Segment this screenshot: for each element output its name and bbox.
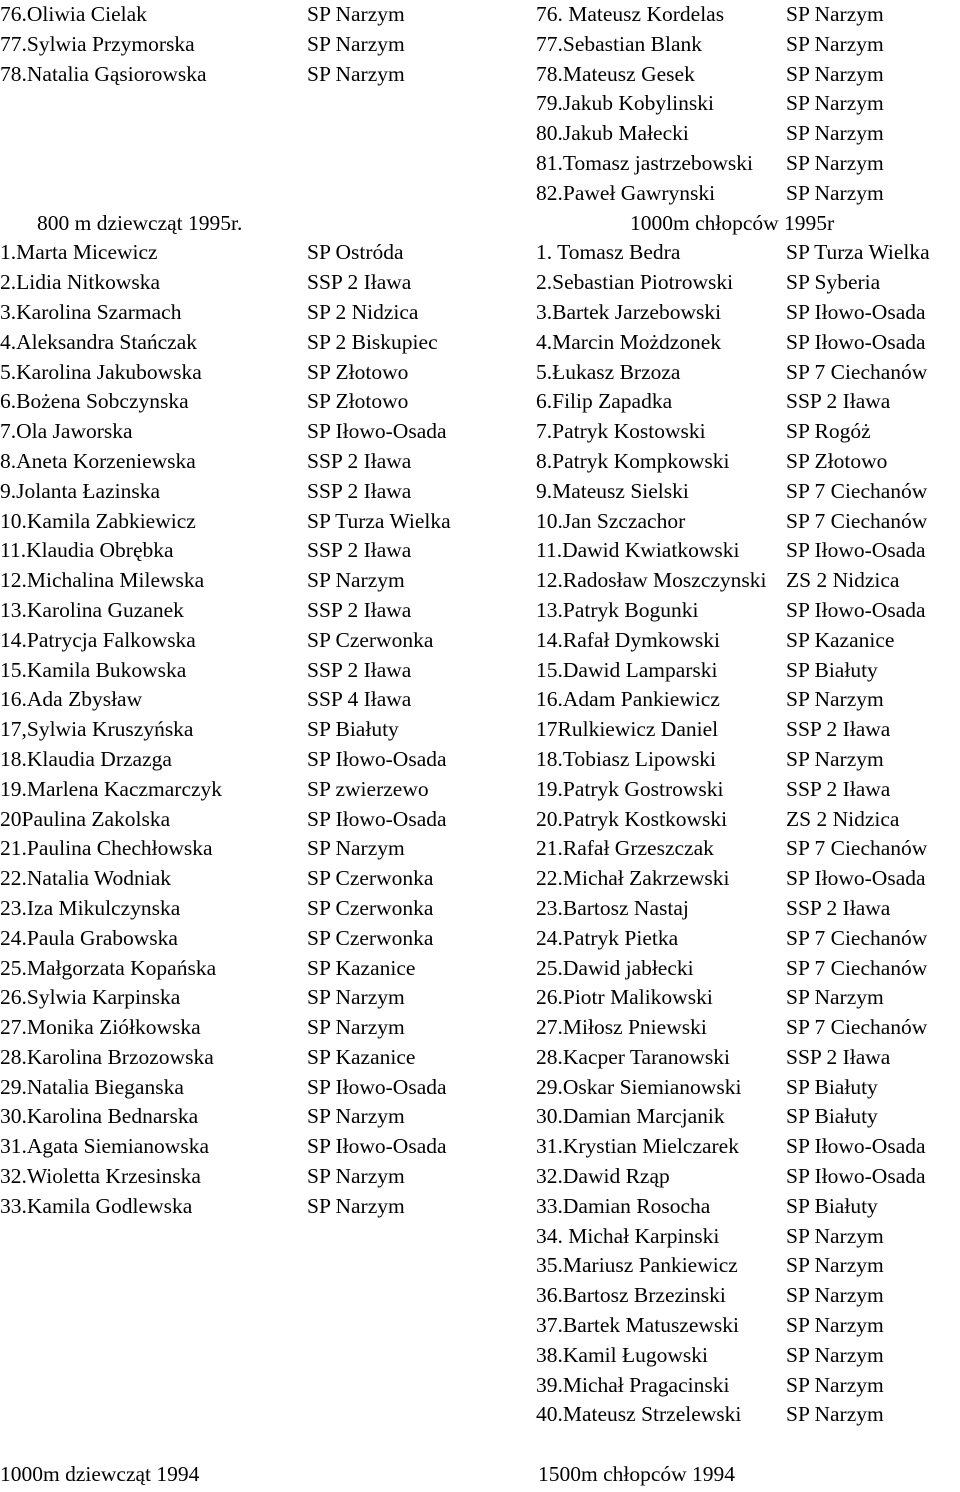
list-item [0, 596, 490, 626]
athlete-club: SP Iłowo-Osada [307, 419, 447, 444]
list-item [536, 119, 960, 149]
section-heading-800m-girls-1995: 800 m dziewcząt 1995r. [37, 210, 243, 235]
athlete-name: 77.Sylwia Przymorska [0, 31, 195, 56]
athlete-club: SP Narzym [786, 1342, 884, 1367]
athlete-club: SP Narzym [786, 1372, 884, 1397]
athlete-club: SSP 2 Iława [307, 538, 412, 563]
athlete-name: 1.Marta Micewicz [0, 240, 158, 265]
list-item [536, 328, 960, 358]
athlete-name: 82.Paweł Gawrynski [536, 180, 716, 205]
list-item [536, 417, 960, 447]
athlete-name: 36.Bartosz Brzezinski [536, 1283, 726, 1308]
spacer [0, 149, 490, 179]
athlete-club: SP Iłowo-Osada [786, 1134, 926, 1159]
athlete-club: SSP 2 Iława [786, 895, 891, 920]
athlete-club: SP Rogóż [786, 419, 871, 444]
athlete-club: SSP 2 Iława [786, 1044, 891, 1069]
list-item [536, 1043, 960, 1073]
list-item [536, 596, 960, 626]
athlete-name: 39.Michał Pragacinski [536, 1372, 730, 1397]
athlete-club: SP Złotowo [307, 359, 409, 384]
athlete-name: 40.Mateusz Strzelewski [536, 1402, 742, 1427]
athlete-name: 80.Jakub Małecki [536, 121, 689, 146]
athlete-name: 1. Tomasz Bedra [536, 240, 681, 265]
list-item [0, 715, 490, 745]
athlete-name: 19.Marlena Kaczmarczyk [0, 776, 223, 801]
list-item [536, 30, 960, 60]
list-item [536, 1192, 960, 1222]
list-item [0, 745, 490, 775]
athlete-name: 29.Natalia Bieganska [0, 1074, 184, 1099]
athlete-name: 24.Patryk Pietka [536, 925, 679, 950]
list-item [536, 685, 960, 715]
right-top-list [536, 0, 960, 209]
list-item [0, 1043, 490, 1073]
athlete-club: SP Czerwonka [307, 866, 434, 891]
list-item [536, 1222, 960, 1252]
athlete-name: 3.Karolina Szarmach [0, 299, 182, 324]
athlete-name: 33.Damian Rosocha [536, 1193, 711, 1218]
athlete-name: 6.Filip Zapadka [536, 389, 673, 414]
athlete-name: 4.Aleksandra Stańczak [0, 329, 198, 354]
athlete-name: 77.Sebastian Blank [536, 31, 703, 56]
athlete-club: SP Narzym [786, 687, 884, 712]
athlete-club: SP Czerwonka [307, 627, 434, 652]
athlete-club: SP Narzym [307, 836, 405, 861]
list-item [0, 30, 490, 60]
list-item [536, 179, 960, 209]
list-item [536, 894, 960, 924]
athlete-name: 25.Małgorzata Kopańska [0, 955, 217, 980]
athlete-club: SP Czerwonka [307, 925, 434, 950]
athlete-club: SSP 2 Iława [307, 270, 412, 295]
athlete-club: SP Narzym [307, 1193, 405, 1218]
athlete-name: 16.Adam Pankiewicz [536, 687, 720, 712]
athlete-club: SP Narzym [786, 1283, 884, 1308]
athlete-club: SP Białuty [786, 1193, 878, 1218]
list-item [536, 536, 960, 566]
athlete-name: 26.Piotr Malikowski [536, 985, 713, 1010]
list-item [0, 268, 490, 298]
athlete-name: 14.Rafał Dymkowski [536, 627, 720, 652]
athlete-club: SP Białuty [307, 717, 399, 742]
list-item [0, 924, 490, 954]
athlete-club: SP Kazanice [307, 955, 416, 980]
athlete-club: SP Narzym [307, 31, 405, 56]
list-item [536, 1162, 960, 1192]
list-item [536, 834, 960, 864]
list-item [536, 1341, 960, 1371]
athlete-club: SSP 4 Iława [307, 687, 412, 712]
athlete-name: 13.Patryk Bogunki [536, 597, 699, 622]
athlete-name: 30.Karolina Bednarska [0, 1104, 199, 1129]
athlete-name: 34. Michał Karpinski [536, 1223, 720, 1248]
list-item [536, 626, 960, 656]
athlete-club: SP Iłowo-Osada [786, 597, 926, 622]
athlete-club: SSP 2 Iława [307, 597, 412, 622]
athlete-name: 33.Kamila Godlewska [0, 1193, 193, 1218]
athlete-club: SP Narzym [786, 121, 884, 146]
list-item [0, 1132, 490, 1162]
athlete-club: SP Iłowo-Osada [307, 746, 447, 771]
athlete-club: SP Narzym [786, 31, 884, 56]
athlete-club: SSP 2 Iława [786, 717, 891, 742]
list-item [0, 1013, 490, 1043]
list-item [536, 1013, 960, 1043]
list-item [536, 358, 960, 388]
athlete-club: SP 7 Ciechanów [786, 925, 928, 950]
list-item [536, 1132, 960, 1162]
list-item [536, 387, 960, 417]
athlete-name: 7.Ola Jaworska [0, 419, 133, 444]
athlete-name: 31.Krystian Mielczarek [536, 1134, 739, 1159]
athlete-name: 38.Kamil Ługowski [536, 1342, 708, 1367]
athlete-name: 19.Patryk Gostrowski [536, 776, 724, 801]
athlete-name: 8.Aneta Korzeniewska [0, 448, 196, 473]
athlete-club: SP Narzym [307, 985, 405, 1010]
list-item [0, 983, 490, 1013]
athlete-club: SSP 2 Iława [307, 448, 412, 473]
list-item [0, 656, 490, 686]
list-item [0, 1073, 490, 1103]
list-item [0, 626, 490, 656]
list-item [536, 447, 960, 477]
list-item [536, 1073, 960, 1103]
athlete-name: 27.Miłosz Pniewski [536, 1015, 707, 1040]
athlete-club: SP Narzym [307, 2, 405, 26]
athlete-name: 13.Karolina Guzanek [0, 597, 184, 622]
athlete-name: 15.Kamila Bukowska [0, 657, 187, 682]
athlete-name: 22.Natalia Wodniak [0, 866, 172, 891]
athlete-club: SP Kazanice [786, 627, 895, 652]
list-item [536, 60, 960, 90]
list-item [0, 477, 490, 507]
list-item [536, 268, 960, 298]
spacer [0, 179, 490, 209]
athlete-name: 26.Sylwia Karpinska [0, 985, 181, 1010]
spacer [0, 89, 490, 119]
athlete-club: SP Narzym [307, 1104, 405, 1129]
athlete-club: SP Białuty [786, 1074, 878, 1099]
list-item [0, 447, 490, 477]
athlete-name: 2.Lidia Nitkowska [0, 270, 161, 295]
athlete-name: 11.Dawid Kwiatkowski [536, 538, 740, 563]
list-item [0, 328, 490, 358]
list-item [536, 983, 960, 1013]
athlete-name: 8.Patryk Kompkowski [536, 448, 730, 473]
section-heading-1000m-girls-1994: 1000m dziewcząt 1994 [0, 1462, 200, 1486]
athlete-club: SSP 2 Iława [786, 776, 891, 801]
athlete-club: SP zwierzewo [307, 776, 429, 801]
athlete-club: SP 2 Biskupiec [307, 329, 438, 354]
athlete-club: SP Narzym [786, 1253, 884, 1278]
list-item [0, 238, 490, 268]
athlete-club: SP 7 Ciechanów [786, 478, 928, 503]
athlete-name: 4.Marcin Możdzonek [536, 329, 722, 354]
athlete-name: 11.Klaudia Obrębka [0, 538, 174, 563]
list-item [0, 566, 490, 596]
list-item [0, 60, 490, 90]
athlete-club: SP Złotowo [786, 448, 888, 473]
athlete-club: SP Iłowo-Osada [786, 866, 926, 891]
athlete-club: SP Narzym [786, 2, 884, 26]
right-column [536, 0, 960, 1430]
athlete-club: SP Iłowo-Osada [307, 1074, 447, 1099]
list-item [536, 1281, 960, 1311]
athlete-name: 18.Tobiasz Lipowski [536, 746, 717, 771]
athlete-club: SP Iłowo-Osada [786, 299, 926, 324]
athlete-club: SP Białuty [786, 1104, 878, 1129]
athlete-name: 17,Sylwia Kruszyńska [0, 717, 194, 742]
list-item [536, 745, 960, 775]
list-item [0, 805, 490, 835]
list-item [0, 417, 490, 447]
list-item [536, 1102, 960, 1132]
athlete-club: SP 7 Ciechanów [786, 1015, 928, 1040]
list-item [536, 89, 960, 119]
athlete-name: 76. Mateusz Kordelas [536, 2, 725, 26]
athlete-club: SP Iłowo-Osada [307, 1134, 447, 1159]
athlete-club: SP Turza Wielka [307, 508, 451, 533]
athlete-name: 30.Damian Marcjanik [536, 1104, 725, 1129]
list-item [536, 1400, 960, 1430]
athlete-club: SP Złotowo [307, 389, 409, 414]
athlete-club: SP Białuty [786, 657, 878, 682]
athlete-club: ZS 2 Nidzica [786, 806, 900, 831]
athlete-club: SP Narzym [786, 61, 884, 86]
athlete-club: SSP 2 Iława [307, 657, 412, 682]
athlete-name: 16.Ada Zbysław [0, 687, 143, 712]
athlete-club: SP Narzym [307, 1015, 405, 1040]
list-item [536, 1371, 960, 1401]
athlete-club: SP Turza Wielka [786, 240, 930, 265]
left-results-list [0, 238, 490, 1221]
athlete-club: SP 7 Ciechanów [786, 508, 928, 533]
athlete-club: SSP 2 Iława [307, 478, 412, 503]
athlete-name: 78.Mateusz Gesek [536, 61, 695, 86]
list-item [536, 954, 960, 984]
list-item [536, 715, 960, 745]
list-item [536, 566, 960, 596]
list-item [536, 864, 960, 894]
list-item [536, 656, 960, 686]
list-item [0, 507, 490, 537]
athlete-club: SP 2 Nidzica [307, 299, 419, 324]
list-item [0, 298, 490, 328]
list-item [0, 954, 490, 984]
athlete-name: 22.Michał Zakrzewski [536, 866, 730, 891]
athlete-name: 2.Sebastian Piotrowski [536, 270, 734, 295]
left-column [0, 0, 490, 1222]
athlete-club: SP 7 Ciechanów [786, 955, 928, 980]
athlete-club: SP Narzym [786, 91, 884, 116]
athlete-name: 18.Klaudia Drzazga [0, 746, 172, 771]
list-item [0, 834, 490, 864]
athlete-club: SP Narzym [307, 61, 405, 86]
athlete-club: SP Narzym [307, 1164, 405, 1189]
list-item [0, 387, 490, 417]
athlete-club: SP Narzym [786, 180, 884, 205]
athlete-name: 76.Oliwia Cielak [0, 2, 147, 26]
left-top-list [0, 0, 490, 89]
athlete-name: 79.Jakub Kobylinski [536, 91, 714, 116]
athlete-name: 10.Jan Szczachor [536, 508, 686, 533]
athlete-name: 29.Oskar Siemianowski [536, 1074, 742, 1099]
athlete-name: 21.Paulina Chechłowska [0, 836, 213, 861]
athlete-name: 9.Mateusz Sielski [536, 478, 689, 503]
athlete-club: SP Narzym [786, 1402, 884, 1427]
list-item [536, 477, 960, 507]
athlete-name: 12.Radosław Moszczynski [536, 568, 767, 593]
list-item [0, 358, 490, 388]
athlete-name: 32.Wioletta Krzesinska [0, 1164, 201, 1189]
athlete-name: 81.Tomasz jastrzebowski [536, 150, 754, 175]
athlete-name: 23.Iza Mikulczynska [0, 895, 181, 920]
athlete-club: SP Iłowo-Osada [786, 1164, 926, 1189]
athlete-name: 5.Łukasz Brzoza [536, 359, 681, 384]
list-item [0, 1192, 490, 1222]
list-item [0, 1102, 490, 1132]
athlete-name: 15.Dawid Lamparski [536, 657, 718, 682]
spacer [0, 119, 490, 149]
athlete-club: SP Iłowo-Osada [786, 538, 926, 563]
athlete-name: 21.Rafał Grzeszczak [536, 836, 714, 861]
list-item [0, 536, 490, 566]
section-heading-1000m-boys-1995: 1000m chłopców 1995r [630, 210, 835, 235]
athlete-club: SP Ostróda [307, 240, 404, 265]
section-heading-1500m-boys-1994: 1500m chłopców 1994 [538, 1462, 736, 1486]
athlete-name: 31.Agata Siemianowska [0, 1134, 209, 1159]
right-results-list [536, 238, 960, 1430]
list-item [536, 924, 960, 954]
athlete-name: 23.Bartosz Nastaj [536, 895, 689, 920]
athlete-name: 78.Natalia Gąsiorowska [0, 61, 207, 86]
athlete-club: SP Kazanice [307, 1044, 416, 1069]
athlete-name: 5.Karolina Jakubowska [0, 359, 202, 384]
athlete-club: SP Iłowo-Osada [786, 329, 926, 354]
athlete-club: ZS 2 Nidzica [786, 568, 900, 593]
athlete-name: 25.Dawid jabłecki [536, 955, 694, 980]
athlete-club: SP 7 Ciechanów [786, 836, 928, 861]
list-item [536, 507, 960, 537]
list-item [536, 149, 960, 179]
athlete-club: SP Narzym [307, 568, 405, 593]
list-item [0, 1162, 490, 1192]
athlete-club: SP Narzym [786, 746, 884, 771]
list-item [536, 1251, 960, 1281]
list-item [536, 805, 960, 835]
list-item [0, 864, 490, 894]
list-item [536, 775, 960, 805]
athlete-club: SP Syberia [786, 270, 881, 295]
athlete-name: 3.Bartek Jarzebowski [536, 299, 722, 324]
athlete-name: 7.Patryk Kostowski [536, 419, 706, 444]
athlete-club: SP 7 Ciechanów [786, 359, 928, 384]
athlete-name: 9.Jolanta Łazinska [0, 478, 161, 503]
athlete-club: SP Narzym [786, 150, 884, 175]
athlete-name: 12.Michalina Milewska [0, 568, 205, 593]
list-item [536, 298, 960, 328]
list-item [0, 894, 490, 924]
list-item [536, 238, 960, 268]
athlete-name: 17Rulkiewicz Daniel [536, 717, 719, 742]
athlete-club: SP Narzym [786, 1223, 884, 1248]
list-item [0, 775, 490, 805]
athlete-name: 10.Kamila Zabkiewicz [0, 508, 196, 533]
athlete-name: 35.Mariusz Pankiewicz [536, 1253, 738, 1278]
list-item [536, 1311, 960, 1341]
athlete-club: SP Iłowo-Osada [307, 806, 447, 831]
list-item [0, 685, 490, 715]
athlete-name: 24.Paula Grabowska [0, 925, 178, 950]
athlete-name: 32.Dawid Rząp [536, 1164, 670, 1189]
athlete-name: 6.Bożena Sobczynska [0, 389, 189, 414]
athlete-name: 20Paulina Zakolska [0, 806, 171, 831]
list-item [0, 0, 490, 30]
athlete-club: SP Narzym [786, 985, 884, 1010]
athlete-name: 20.Patryk Kostkowski [536, 806, 728, 831]
athlete-name: 28.Karolina Brzozowska [0, 1044, 214, 1069]
athlete-club: SSP 2 Iława [786, 389, 891, 414]
athlete-name: 37.Bartek Matuszewski [536, 1313, 740, 1338]
list-item [536, 0, 960, 30]
athlete-club: SP Czerwonka [307, 895, 434, 920]
athlete-club: SP Narzym [786, 1313, 884, 1338]
athlete-name: 14.Patrycja Falkowska [0, 627, 196, 652]
athlete-name: 28.Kacper Taranowski [536, 1044, 730, 1069]
athlete-name: 27.Monika Ziółkowska [0, 1015, 201, 1040]
